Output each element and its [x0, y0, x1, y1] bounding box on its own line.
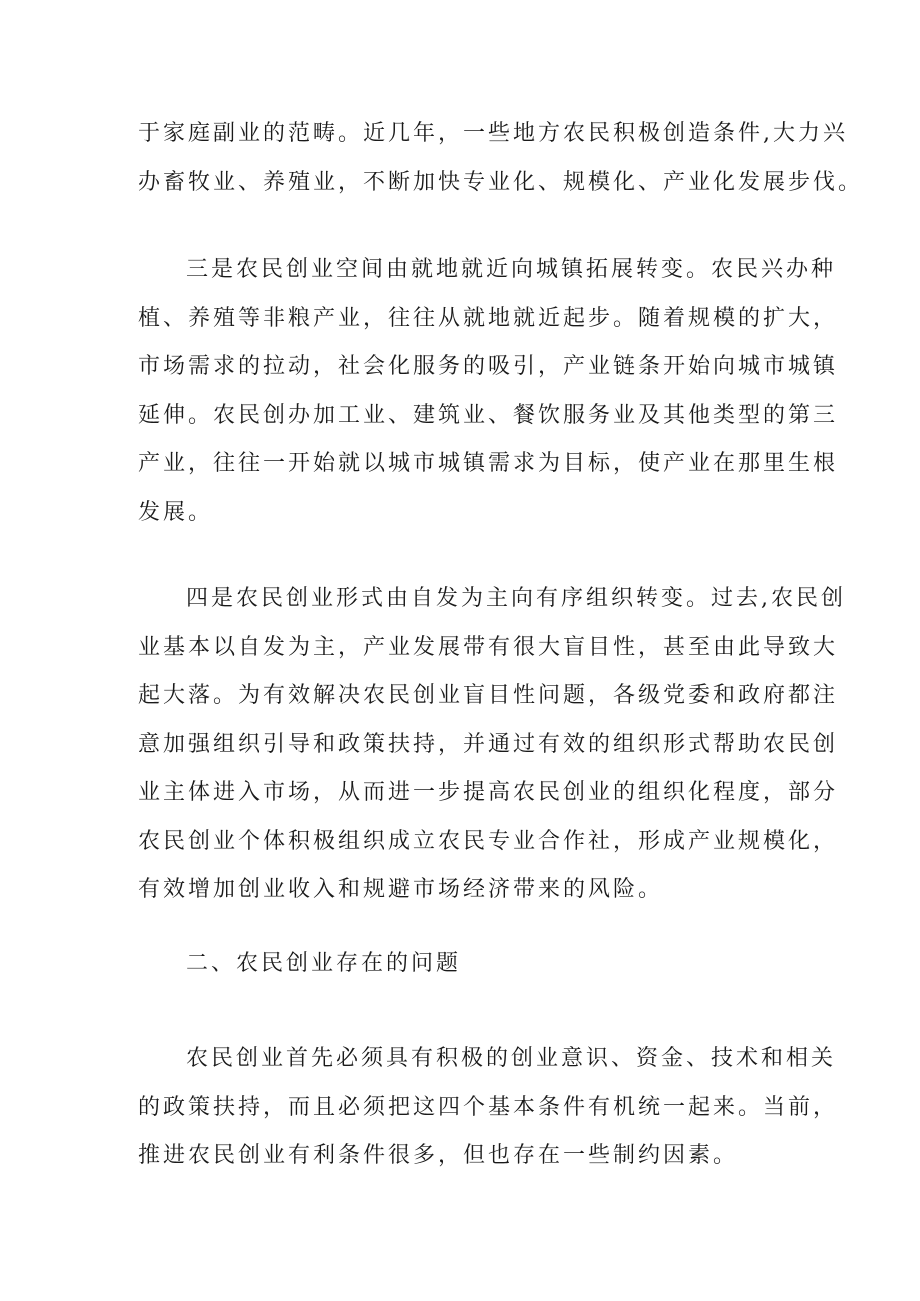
text-line: 有效增加创业收入和规避市场经济带来的风险。 — [138, 877, 664, 902]
text-line: 业基本以自发为主，产业发展带有很大盲目性，甚至由此导致大 — [138, 634, 839, 660]
text-line: 推进农民创业有利条件很多，但也存在一些制约因素。 — [138, 1143, 739, 1168]
section-heading: 二、农民创业存在的问题 — [186, 951, 462, 976]
text-line: 办畜牧业、养殖业，不断加快专业化、规模化、产业化发展步伐。 — [138, 169, 864, 195]
text-line: 起大落。为有效解决农民创业盲目性问题，各级党委和政府都注 — [138, 683, 839, 708]
paragraph-point-four — [138, 575, 846, 915]
text-line: 农民创业首先必须具有积极的创业意识、资金、技术和相关 — [186, 1046, 837, 1071]
text-line: 市场需求的拉动，社会化服务的吸引，产业链条开始向城市城镇 — [138, 354, 839, 379]
text-line: 意加强组织引导和政策扶持，并通过有效的组织形式帮助农民创 — [138, 731, 839, 757]
text-line: 于家庭副业的范畴。近几年，一些地方农民积极创造条件,大力兴 — [138, 121, 848, 146]
text-line: 业主体进入市场，从而进一步提高农民创业的组织化程度，部分 — [138, 780, 839, 805]
paragraph-point-three — [138, 246, 839, 537]
text-line: 产业，往往一开始就以城市城镇需求为目标，使产业在那里生根 — [138, 451, 839, 476]
text-line: 发展。 — [138, 499, 214, 525]
paragraph-household-sideline — [138, 110, 864, 207]
text-line: 植、养殖等非粮产业，往往从就地就近起步。随着规模的扩大， — [138, 305, 839, 331]
text-line: 四是农民创业形式由自发为主向有序组织转变。过去,农民创 — [186, 586, 846, 611]
text-line: 三是农民创业空间由就地就近向城镇拓展转变。农民兴办种 — [186, 257, 837, 282]
paragraph-problems-intro — [138, 1035, 839, 1181]
text-line: 延伸。农民创办加工业、建筑业、餐饮服务业及其他类型的第三 — [138, 402, 839, 428]
text-line: 的政策扶持，而且必须把这四个基本条件有机统一起来。当前， — [138, 1094, 839, 1120]
text-line: 农民创业个体积极组织成立农民专业合作社，形成产业规模化， — [138, 828, 839, 854]
